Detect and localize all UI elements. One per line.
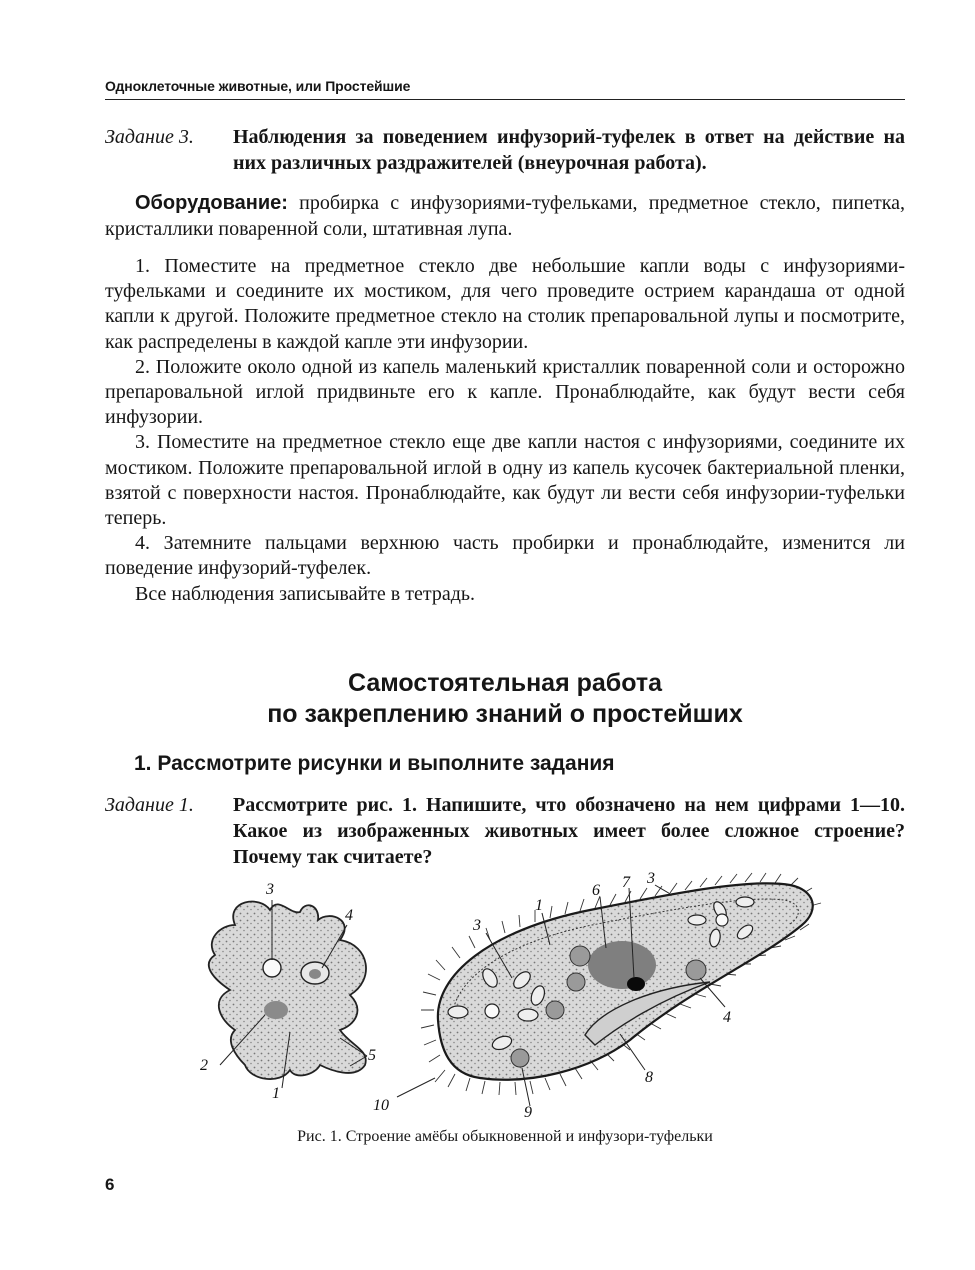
equipment-text: пробирка с инфузориями-туфельками, предметное стекло, пипетка, кристаллики поваренной соли, штативная лупа. (105, 192, 906, 240)
running-header: Одноклеточные животные, или Простейшие (105, 78, 411, 94)
equipment-paragraph (105, 190, 905, 242)
paramecium-macronucleus (588, 941, 656, 989)
step-4: 4. Затемните пальцами верхнюю часть пробирки и пронаблюдайте, изменится ли поведение инфузорий-туфелек. (105, 532, 905, 580)
amoeba-label-2: 2 (200, 1057, 208, 1074)
task-3 (105, 124, 905, 176)
paramecium-label-3-left: 3 (473, 917, 481, 934)
paramecium-label-3-top: 3 (647, 870, 655, 887)
paramecium-micronucleus (627, 977, 645, 991)
subsection-heading: 1. Рассмотрите рисунки и выполните задания (134, 752, 615, 775)
equipment-label: Оборудование: (135, 192, 288, 214)
amoeba-contractile-vacuole (263, 959, 281, 977)
task-1-text: Рассмотрите рис. 1. Напишите, что обозначено на нем цифрами 1—10. Какое из изображенных животных имеет более сложное строение? Почему так считаете? (233, 794, 905, 868)
task-1-label: Задание 1. (105, 794, 194, 816)
step-1: 1. Поместите на предметное стекло две небольшие капли воды с инфузориями-туфельками и соедините их мостиком, для чего проведите острием карандаша от одной капли к другой. Положите предметное стекло на столик препаровальной лупы и посмотрите, как распределены в каждой капле эти инфузории. (105, 255, 905, 353)
amoeba-label-5: 5 (368, 1047, 376, 1064)
paramecium-label-9: 9 (524, 1104, 532, 1120)
page-number: 6 (105, 1175, 115, 1194)
paramecium-label-1: 1 (535, 897, 543, 914)
task-3-text: Наблюдения за поведением инфузорий-туфелек в ответ на действие на них различных раздражителей (внеурочная работа). (233, 126, 905, 174)
paramecium-label-7: 7 (622, 874, 630, 891)
section-title-line-2: по закреплению знаний о простейших (267, 700, 743, 728)
amoeba-label-1: 1 (272, 1085, 280, 1102)
section-title (105, 668, 905, 730)
amoeba-label-3: 3 (266, 881, 274, 898)
amoeba-food-particle (309, 969, 321, 979)
figure-caption: Рис. 1. Строение амёбы обыкновенной и инфузори-туфельки (297, 1128, 713, 1145)
paramecium-label-10: 10 (373, 1097, 389, 1114)
amoeba-nucleus (264, 1001, 288, 1019)
paramecium-label-8: 8 (645, 1069, 653, 1086)
steps-note: Все наблюдения записывайте в тетрадь. (135, 582, 475, 605)
task-3-label: Задание 3. (105, 126, 194, 148)
figure-amoeba-paramecium (190, 870, 840, 1120)
steps-list (105, 254, 905, 607)
paramecium-drawing (373, 870, 821, 1120)
paramecium-label-4: 4 (723, 1009, 731, 1026)
task-1 (105, 792, 905, 870)
step-2: 2. Положите около одной из капель маленький кристаллик поваренной соли и осторожно препаровальной иглой придвиньте его к капле. Пронаблюдайте, как будут вести себя инфузории. (105, 355, 905, 429)
paramecium-label-6: 6 (592, 882, 600, 899)
step-3: 3. Поместите на предметное стекло еще две капли настоя с инфузориями, соедините их мостиком. Положите препаровальной иглой в одну из капель кусочек бактериальной пленки, взятой с поверхности настоя. Пронаблюдайте, как будут ли вести себя инфузории-туфельки теперь. (105, 431, 905, 530)
section-title-line-1: Самостоятельная работа (347, 669, 663, 697)
amoeba-drawing (200, 881, 376, 1102)
header-rule (105, 99, 905, 100)
amoeba-label-4: 4 (345, 907, 353, 924)
